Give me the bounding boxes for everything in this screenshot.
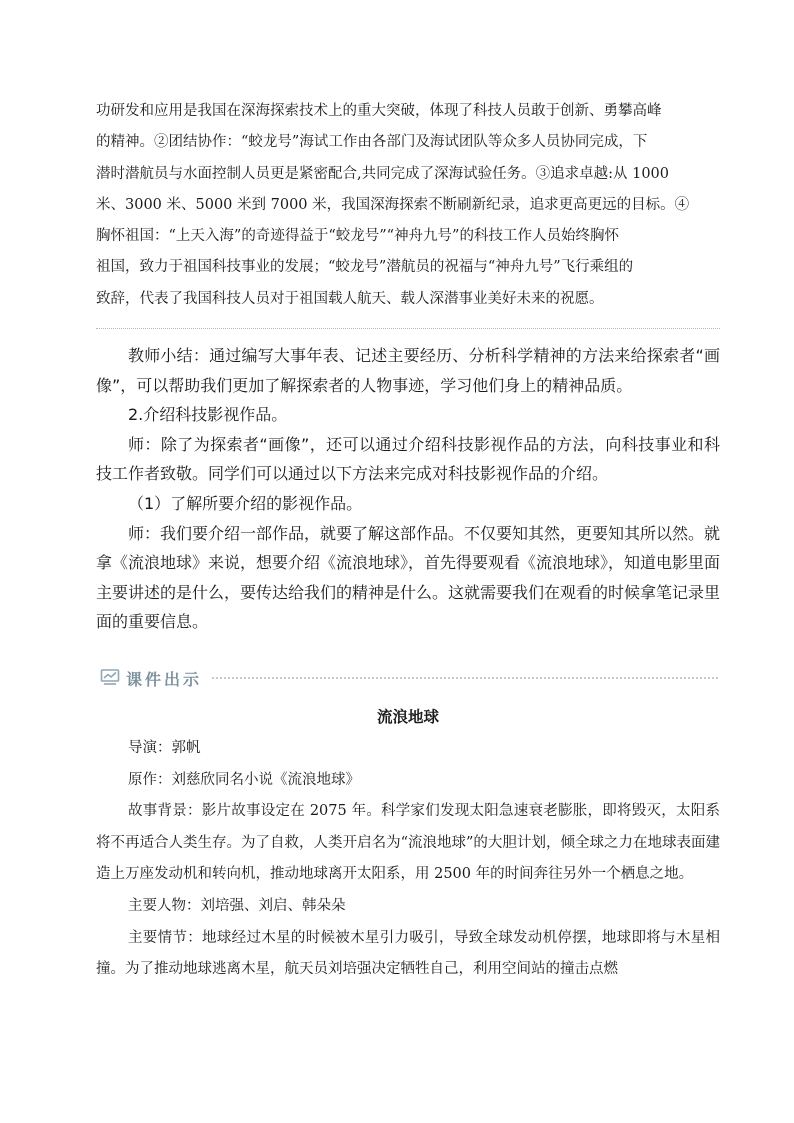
text-line: 胸怀祖国：“上天入海”的奇迹得益于“蛟龙号”“神舟九号”的科技工作人员始终胸怀 — [96, 228, 619, 245]
story-background: 故事背景：影片故事设定在 2075 年。科学家们发现太阳急速衰老膨胀，即将毁灭，太阳系将不再适合人类生存。为了自救，人类开启名为“流浪地球”的大胆计划，倾全球之力在地球表面建造上万座发动机和转向机，推动地球离开太阳系，用 2500 年的时间奔往另外一个栖息之地。 — [96, 803, 720, 883]
movie-title: 流浪地球 — [376, 708, 439, 726]
main-plot: 主要情节：地球经过木星的时候被木星引力吸引，导致全球发动机停摆，地球即将与木星相撞。为了推动地球逃离木星，航天员刘培强决定牺牲自己，利用空间站的撞击点燃 — [96, 929, 720, 978]
section-rule — [212, 677, 718, 679]
sub-heading: （1）了解所要介绍的影视作品。 — [128, 493, 363, 513]
teacher-remark: 师：我们要介绍一部作品，就要了解这部作品。不仅要知其然，更要知其所以然。就拿《流浪地球》来说，想要介绍《流浪地球》，首先得要观看《流浪地球》，知道电影里面主要讲述的是什么，要传达给我们的精神是什么。这就需要我们在观看的时候拿笔记录里面的重要信息。 — [96, 523, 721, 632]
director-line: 导演：郭帆 — [128, 740, 201, 756]
movie-info — [96, 733, 720, 986]
text-line: 致辞，代表了我国科技人员对于祖国载人航天、载人深潜事业美好未来的祝愿。 — [96, 290, 604, 307]
item-heading: 2.介绍科技影视作品。 — [128, 405, 288, 425]
teacher-summary: 教师小结：通过编写大事年表、记述主要经历、分析科学精神的方法来给探索者“画像”，可以帮助我们更加了解探索者的人物事迹，学习他们身上的精神品质。 — [96, 346, 720, 395]
section-label: 课件出示 — [126, 670, 203, 689]
text-line: 祖国，致力于祖国科技事业的发展；“蛟龙号”潜航员的祝福与“神舟九号”飞行乘组的 — [96, 259, 634, 276]
text-line: 功研发和应用是我国在深海探索技术上的重大突破，体现了科技人员敢于创新、勇攀高峰 — [96, 103, 662, 119]
spirit-analysis-paragraph — [96, 96, 720, 315]
text-line: 潜时潜航员与水面控制人员更是紧密配合,共同完成了深海试验任务。③追求卓越:从 1000 — [96, 165, 670, 182]
main-characters: 主要人物：刘培强、刘启、韩朵朵 — [128, 897, 346, 914]
courseware-section-header — [100, 666, 720, 690]
chart-board-icon — [100, 668, 120, 686]
text-line: 的精神。②团结协作：“蛟龙号”海试工作由各部门及海试团队等众多人员协同完成，下 — [96, 134, 648, 151]
text-line: 米、3000 米、5000 米到 7000 米，我国深海探索不断刷新纪录，追求更高更远的目标。④ — [96, 196, 690, 213]
teacher-remark: 师：除了为探索者“画像”，还可以通过介绍科技影视作品的方法，向科技事业和科技工作者致敬。同学们可以通过以下方法来完成对科技影视作品的介绍。 — [96, 434, 720, 484]
dotted-divider — [96, 328, 720, 329]
teaching-body — [96, 341, 720, 637]
original-work-line: 原作：刘慈欣同名小说《流浪地球》 — [128, 771, 360, 788]
